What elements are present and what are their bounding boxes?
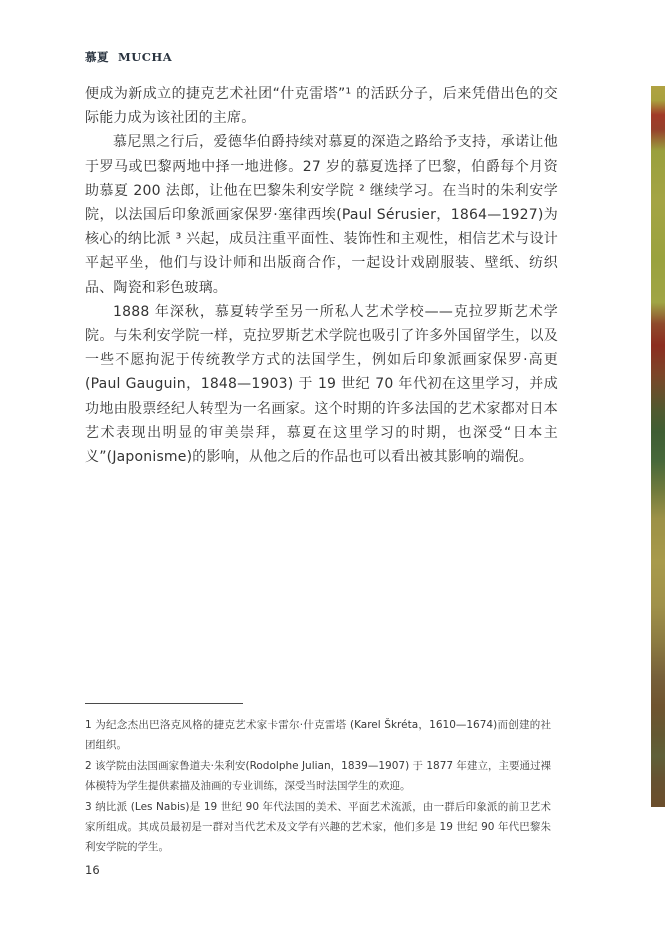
running-head: 慕夏 MUCHA (85, 50, 173, 64)
paragraph: 便成为新成立的捷克艺术社团“什克雷塔”¹ 的活跃分子，后来凭借出色的交际能力成为该社团的主席。 (85, 86, 558, 127)
paragraph: 慕尼黑之行后，爱德华伯爵持续对慕夏的深造之路给予支持，承诺让他于罗马或巴黎两地中择一地进修。27 岁的慕夏选择了巴黎，伯爵每个月资助慕夏 200 法郎，让他在巴黎朱利安学院 ² 继续学习。在当时的朱利安学院，以法国后印象派画家保罗·塞律西埃(Paul Sérusier，1864—1927)为核心的纳比派 ³ 兴起，成员注重平面性、装饰性和主观性，相信艺术与设计平起平坐，他们与设计师和出版商合作，一起设计戏剧服装、壁纸、纺织品、陶瓷和彩色玻璃。 (85, 134, 558, 296)
footnote-divider (85, 703, 243, 704)
facing-page-painting-edge (651, 86, 665, 807)
body-text-block (85, 82, 558, 469)
paragraph: 1888 年深秋，慕夏转学至另一所私人艺术学校——克拉罗斯艺术学院。与朱利安学院一样，克拉罗斯艺术学院也吸引了许多外国留学生，以及一些不愿拘泥于传统教学方式的法国学生，例如后印象派画家保罗·高更 (Paul Gauguin，1848—1903) 于 19 世纪 70 年代初在这里学习，并成功地由股票经纪人转型为一名画家。这个时期的许多法国的艺术家都对日本艺术表现出明显的审美崇拜，慕夏在这里学习的时期，也深受“日本主义”(Japonisme)的影响，从他之后的作品也可以看出被其影响的端倪。 (85, 303, 558, 466)
page-number: 16 (85, 863, 100, 877)
footnote: 3 纳比派 (Les Nabis)是 19 世纪 90 年代法国的美术、平面艺术流派，由一群后印象派的前卫艺术家所组成。其成员最初是一群对当代艺术及文学有兴趣的艺术家，他们多是 19 世纪 90 年代巴黎朱利安学院的学生。 (85, 800, 551, 854)
footnote: 1 为纪念杰出巴洛克风格的捷克艺术家卡雷尔·什克雷塔 (Karel Škréta，1610—1674)而创建的社团组织。 (85, 719, 551, 752)
footnotes-block (85, 703, 551, 858)
footnote: 2 该学院由法国画家鲁道夫·朱利安(Rodolphe Julian，1839—1907) 于 1877 年建立，主要通过裸体模特为学生提供素描及油画的专业训练，深受当时法国学生的欢迎。 (85, 759, 551, 793)
